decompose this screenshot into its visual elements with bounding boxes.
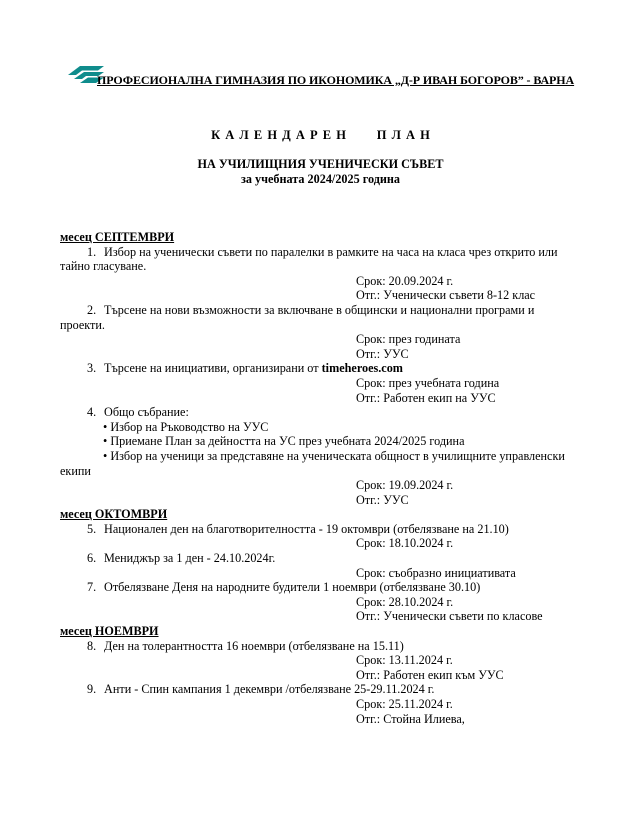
item-responsible: Отг.: Работен екип към УУС <box>356 667 504 682</box>
plan-item <box>60 682 580 697</box>
item-deadline: Срок: 18.10.2024 г. <box>356 536 454 551</box>
item-number: 8. <box>87 638 97 653</box>
item-text: Общо събрание: <box>104 405 189 420</box>
item-responsible: Отг.: Ученически съвети по класове <box>356 609 543 624</box>
item-number: 5. <box>87 521 97 536</box>
plan-item <box>60 580 580 595</box>
item-deadline: Срок: 28.10.2024 г. <box>356 594 454 609</box>
school-name: ПРОФЕСИОНАЛНА ГИМНАЗИЯ ПО ИКОНОМИКА „Д-Р ИВАН БОГОРОВ” - ВАРНА <box>97 73 575 87</box>
month-heading-september: месец СЕПТЕМВРИ <box>60 230 175 244</box>
item-deadline: Срок: съобразно инициативата <box>356 565 516 580</box>
page-header <box>68 64 578 90</box>
item-text: Мениджър за 1 ден - 24.10.2024г. <box>104 551 276 566</box>
plan-content <box>60 230 580 726</box>
plan-item <box>60 551 580 566</box>
school-year: за учебната 2024/2025 година <box>240 172 401 186</box>
item-deadline: Срок: 20.09.2024 г. <box>356 273 454 288</box>
item-number: 4. <box>87 405 97 420</box>
plan-item <box>60 405 580 420</box>
sub-item: • Приемане План за дейността на УС през учебната 2024/2025 година <box>103 434 465 449</box>
plan-item <box>60 639 580 654</box>
website-name: timeheroes.com <box>321 361 403 376</box>
item-deadline: Срок: през годината <box>356 332 461 347</box>
item-number: 6. <box>87 551 97 566</box>
item-text: Национален ден на благотворителността - 19 октомври (отбелязване на 21.10) <box>104 521 509 536</box>
item-number: 9. <box>87 682 97 697</box>
plan-item <box>60 303 580 332</box>
sub-item: • Избор на ученици за представяне на ученическата общност в училищните управленски екипи <box>60 448 565 478</box>
plan-item <box>60 361 580 376</box>
month-heading-november: месец НОЕМВРИ <box>60 624 159 639</box>
document-subtitle: НА УЧИЛИЩНИЯ УЧЕНИЧЕСКИ СЪВЕТ <box>197 157 444 171</box>
item-text: Отбелязване Деня на народните будители 1 ноември (отбелязване 30.10) <box>104 580 481 595</box>
plan-item <box>60 522 580 537</box>
item-responsible: Отг.: УУС <box>356 346 409 361</box>
month-heading-october: месец ОКТОМВРИ <box>60 507 168 522</box>
item-text: Избор на ученически съвети по паралелки в рамките на часа на класа чрез открито или тайно гласуване. <box>60 244 558 274</box>
item-deadline: Срок: 19.09.2024 г. <box>356 478 454 493</box>
plan-item <box>60 245 580 274</box>
item-text: Ден на толерантността 16 ноември (отбелязване на 15.11) <box>104 638 404 653</box>
item-deadline: Срок: 25.11.2024 г. <box>356 697 453 711</box>
item-text: Търсене на инициативи, организирани от <box>104 361 319 376</box>
item-number: 1. <box>87 244 97 259</box>
document-title: К А Л Е Н Д А Р Е Н П Л А Н <box>211 128 430 142</box>
item-number: 7. <box>87 580 97 595</box>
item-text: Анти - Спин кампания 1 декември /отбелязване 25-29.11.2024 г. <box>104 682 435 697</box>
item-responsible: Отг.: Ученически съвети 8-12 клас <box>356 288 536 303</box>
item-deadline: Срок: 13.11.2024 г. <box>356 653 453 668</box>
item-responsible: Отг.: УУС <box>356 492 409 507</box>
item-number: 2. <box>87 302 97 317</box>
sub-item: • Избор на Ръководство на УУС <box>103 419 269 434</box>
item-deadline: Срок: през учебната година <box>356 375 500 390</box>
item-responsible: Отг.: Работен екип на УУС <box>356 390 496 405</box>
item-text: Търсене на нови възможности за включване в общински и национални програми и проекти. <box>60 302 535 332</box>
item-number: 3. <box>87 361 97 376</box>
item-responsible: Отг.: Стойна Илиева, <box>356 711 465 726</box>
